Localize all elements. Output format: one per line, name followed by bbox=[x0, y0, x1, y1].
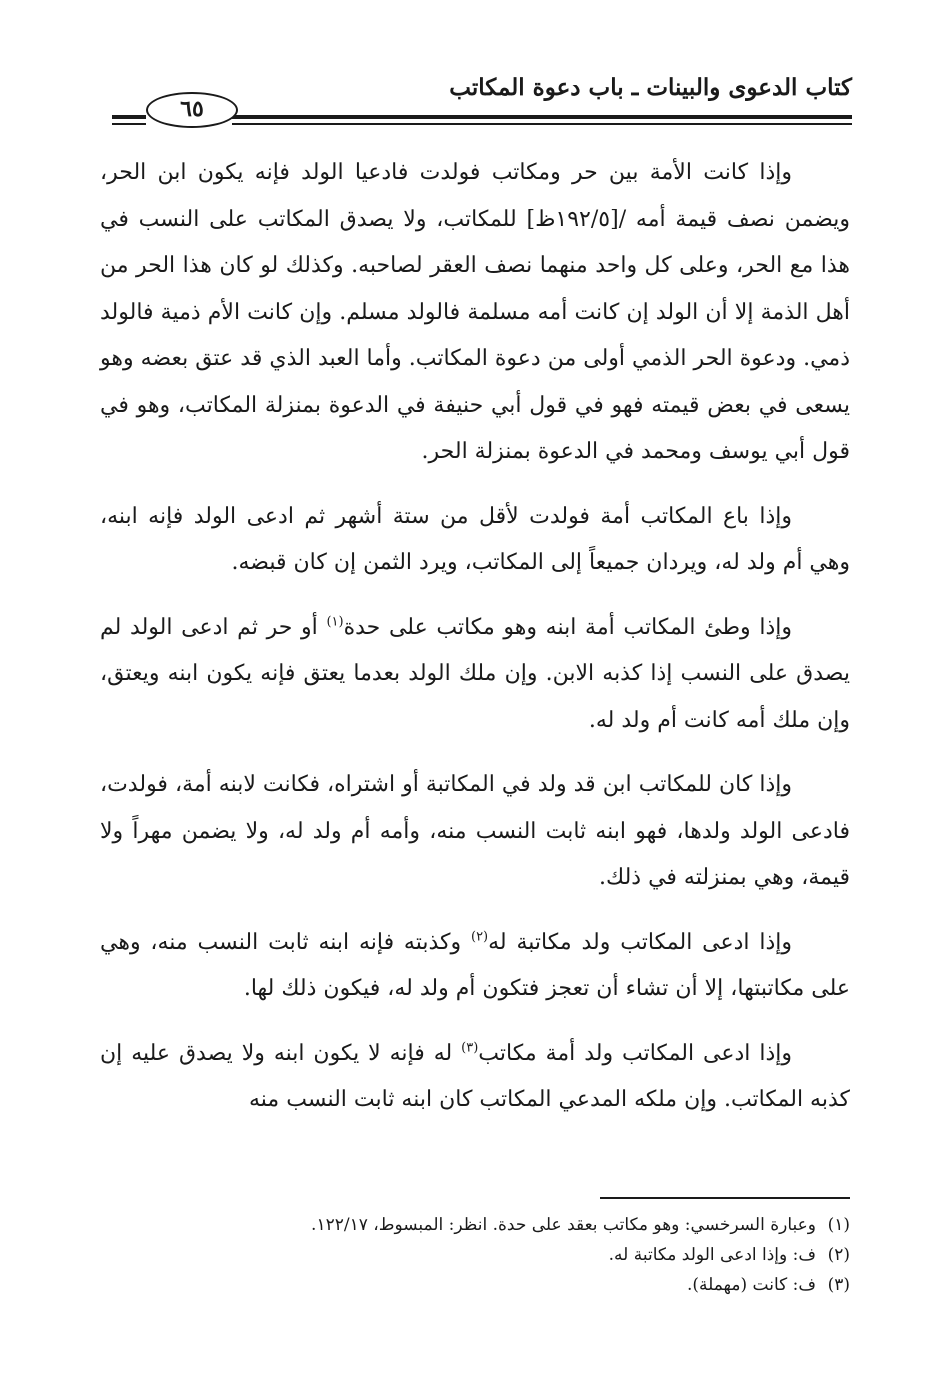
paragraph-3 bbox=[100, 605, 850, 745]
main-text bbox=[100, 150, 850, 1142]
paragraph-1: وإذا كانت الأمة بين حر ومكاتب فولدت فادعيا الولد فإنه يكون ابن الحر، ويضمن نصف قيمة أمه /[١٩٢/٥ظ] للمكاتب، ولا يصدق المكاتب على النسب في هذا مع الحر، وعلى كل واحد منهما نصف العقر لصاحبه. وكذلك لو كان هذا الحر من أهل الذمة إلا أن الولد إن كانت أمه مسلمة فالولد مسلم. وإن كانت الأم ذمية فالولد ذمي. ودعوة الحر الذمي أولى من دعوة المكاتب. وأما العبد الذي قد عتق بعضه وهو يسعى في بعض قيمته فهو في قول أبي حنيفة في الدعوة بمنزلة المكاتب، وهو في قول أبي يوسف ومحمد في الدعوة بمنزلة الحر. bbox=[100, 160, 850, 464]
paragraph-3-text-before: وإذا وطئ المكاتب أمة ابنه وهو مكاتب على حدة bbox=[343, 614, 792, 640]
header-rule-thick bbox=[232, 115, 852, 119]
paragraph-2: وإذا باع المكاتب أمة فولدت لأقل من ستة أشهر ثم ادعى الولد فإنه ابنه، وهي أم ولد له، ويردان جميعاً إلى المكاتب، ويرد الثمن إن كان قبضه. bbox=[100, 503, 850, 575]
header-rule-left-thick bbox=[112, 115, 146, 119]
page-header bbox=[112, 70, 852, 130]
footnote-number: (٣) bbox=[827, 1275, 850, 1295]
footnote-ref-1: (١) bbox=[326, 614, 344, 630]
paragraph-5-text-before: وإذا ادعى المكاتب ولد مكاتبة له bbox=[488, 929, 793, 955]
footnotes bbox=[100, 1210, 850, 1300]
running-title: كتاب الدعوى والبينات ـ باب دعوة المكاتب bbox=[449, 74, 852, 101]
paragraph-3-text-after: أو حر ثم ادعى الولد لم يصدق على النسب إذا كذبه الابن. وإن ملك الولد بعدما يعتق فإنه يكون ابنه ويعتق، وإن ملك أمه كانت أم ولد له. bbox=[100, 614, 850, 733]
paragraph-6-text-before: وإذا ادعى المكاتب ولد أمة مكاتب bbox=[478, 1040, 792, 1066]
page-number: ٦٥ bbox=[146, 92, 238, 128]
footnote-1 bbox=[100, 1210, 850, 1240]
footnote-ref-2: (٢) bbox=[470, 929, 489, 945]
footnote-text: ف: كانت (مهملة). bbox=[686, 1275, 816, 1295]
paragraph-5 bbox=[100, 920, 850, 1013]
footnote-2 bbox=[100, 1240, 850, 1270]
paragraph-6-text-after: له فإنه لا يكون ابنه ولا يصدق عليه إن كذبه المكاتب. وإن ملكه المدعي المكاتب كان ابنه ثابت النسب منه bbox=[100, 1040, 850, 1112]
paragraph-4: وإذا كان للمكاتب ابن قد ولد في المكاتبة أو اشتراه، فكانت لابنه أمة، فولدت، فادعى الولد ولدها، فهو ابنه ثابت النسب منه، وأمه أم ولد له، ولا يضمن مهراً ولا قيمة، وهي بمنزلته في ذلك. bbox=[100, 772, 850, 890]
footnote-divider bbox=[600, 1197, 850, 1199]
footnote-3 bbox=[100, 1270, 850, 1300]
footnote-text: وعبارة السرخسي: وهو مكاتب بعقد على حدة. انظر: المبسوط، ١٢٢/١٧. bbox=[311, 1215, 816, 1235]
footnote-text: ف: وإذا ادعى الولد مكاتبة له. bbox=[608, 1245, 816, 1265]
footnote-ref-3: (٣) bbox=[461, 1040, 479, 1056]
footnote-number: (١) bbox=[827, 1215, 850, 1235]
paragraph-5-text-after: وكذبته فإنه ابنه ثابت النسب منه، وهي على مكاتبتها، إلا أن تشاء أن تعجز فتكون أم ولد له، فيكون ذلك لها. bbox=[100, 929, 850, 1001]
footnote-number: (٢) bbox=[827, 1245, 850, 1265]
paragraph-6 bbox=[100, 1031, 850, 1124]
header-rule-thin bbox=[232, 123, 852, 125]
header-rule-left-thin bbox=[112, 123, 146, 125]
